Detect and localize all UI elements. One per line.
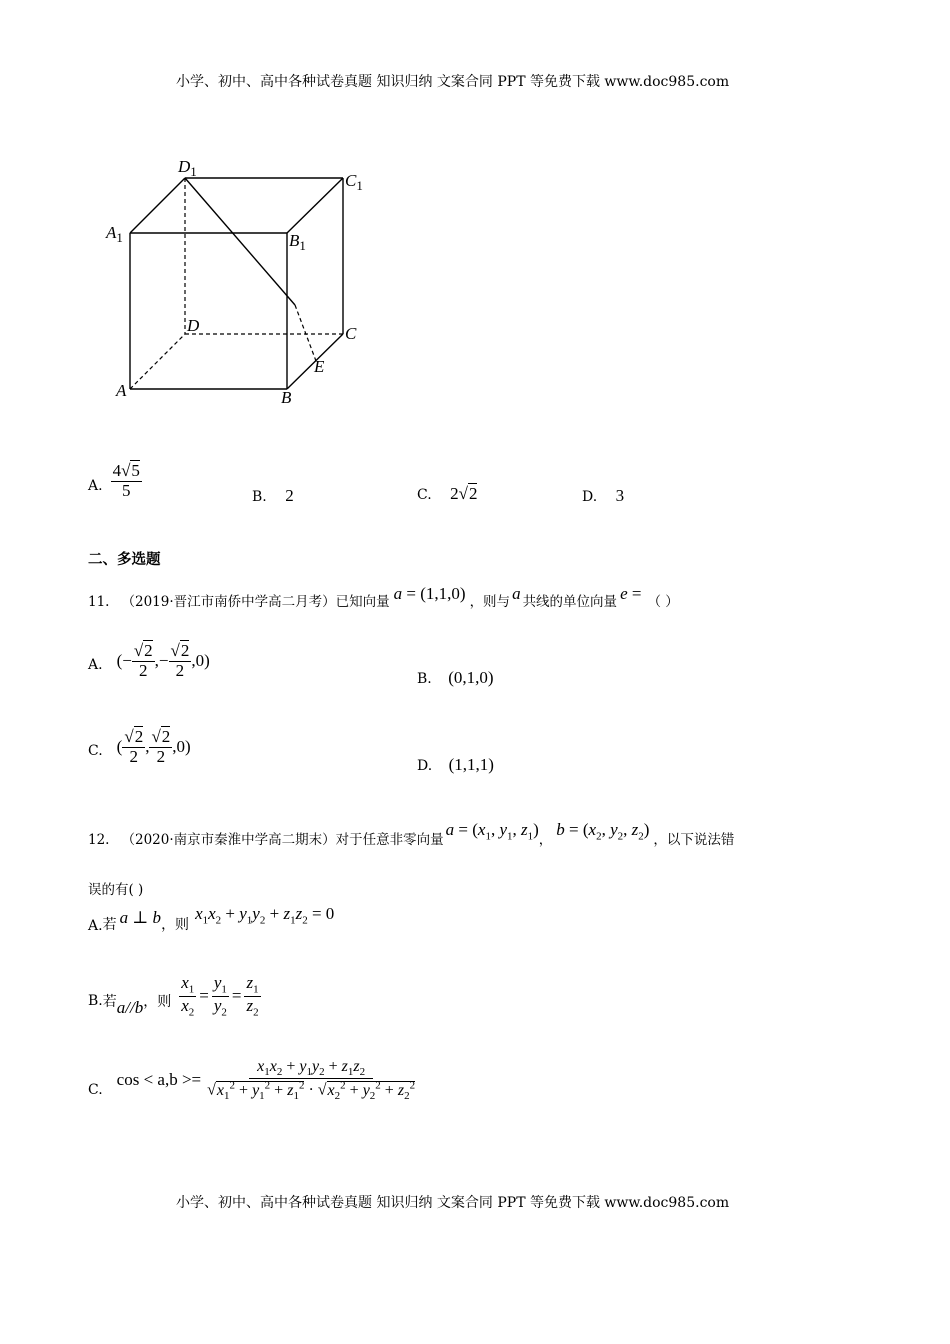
question-11: 11. （2019·晋江市南侨中学高二月考）已知向量 a = (1,1,0) ，则与 a 共线的单位向量 e = （ ） [88, 584, 679, 610]
q12-option-a: A. 若 a ⊥ b ，则 $x_1x_2 + y_1y_2 + z_1z_2 = 0$ [88, 904, 335, 935]
label-c: C [345, 324, 357, 343]
fraction: $\frac{4√5}{5}$ [112, 461, 140, 500]
q10-option-a: A. $\frac{4√5}{5}$ [88, 461, 140, 500]
label-c1: $C_1$ [345, 171, 363, 193]
label-d1: $D_1$ [178, 157, 197, 179]
edge-b1c1 [287, 178, 343, 233]
edge-a1d1 [130, 178, 185, 233]
label-a: A [116, 381, 127, 400]
q12-option-b: B. 若 a//b ，则 $\frac{x_1}{x_2}$ = $\frac{y_1}{y_2}$ = $\frac{z_1}{z_2}$ [88, 973, 259, 1018]
q10-option-b: B. 2 [252, 486, 294, 505]
label-b: B [281, 388, 292, 407]
page-header: 小学、初中、高中各种试卷真题 知识归纳 文案合同 PPT 等免费下载 www.doc985.com [176, 74, 730, 90]
q11-option-d: D. (1,1,1) [417, 755, 494, 774]
q11-option-a: A. (− $\frac{√2}{2}$ ,− $\frac{√2}{2}$ ,0) [88, 641, 210, 680]
label-e: E [314, 357, 325, 376]
label-d: D [187, 316, 200, 335]
q10-option-c: C. 2√2 [417, 484, 478, 503]
cube-figure [100, 150, 390, 410]
segment-d1e [185, 178, 295, 305]
q11-option-b: B. (0,1,0) [417, 668, 494, 687]
q11-option-c: C. ( $\frac{√2}{2}$ , $\frac{√2}{2}$ ,0) [88, 727, 191, 766]
label-b1: $B_1$ [289, 231, 306, 253]
question-12-line2: 误的有( ) [88, 882, 144, 898]
section-heading: 二、多选题 [88, 552, 161, 568]
question-12: 12. （2020·南京市秦淮中学高二期末）对于任意非零向量 $a = (x_1$, $y_1$, $z_1$) ， $b = (x_2$, $y_2$, $z_2$) ，以下说法错 [88, 820, 735, 849]
segment-d1e-hidden [295, 305, 316, 361]
label-a1: $A_1$ [106, 223, 123, 245]
q12-option-c: C. cos < a,b >= $\frac{x_1x_2 + y_1y_2 + z_1z_2}{√x_1^2 + y_1^2 + z_1^2 \cdot √x_2^2 + y_2^2 + z_2^2}$ [88, 1058, 416, 1102]
edge-ad [130, 334, 185, 389]
page-footer: 小学、初中、高中各种试卷真题 知识归纳 文案合同 PPT 等免费下载 www.doc985.com [176, 1195, 730, 1211]
q10-option-d: D. 3 [582, 486, 625, 505]
